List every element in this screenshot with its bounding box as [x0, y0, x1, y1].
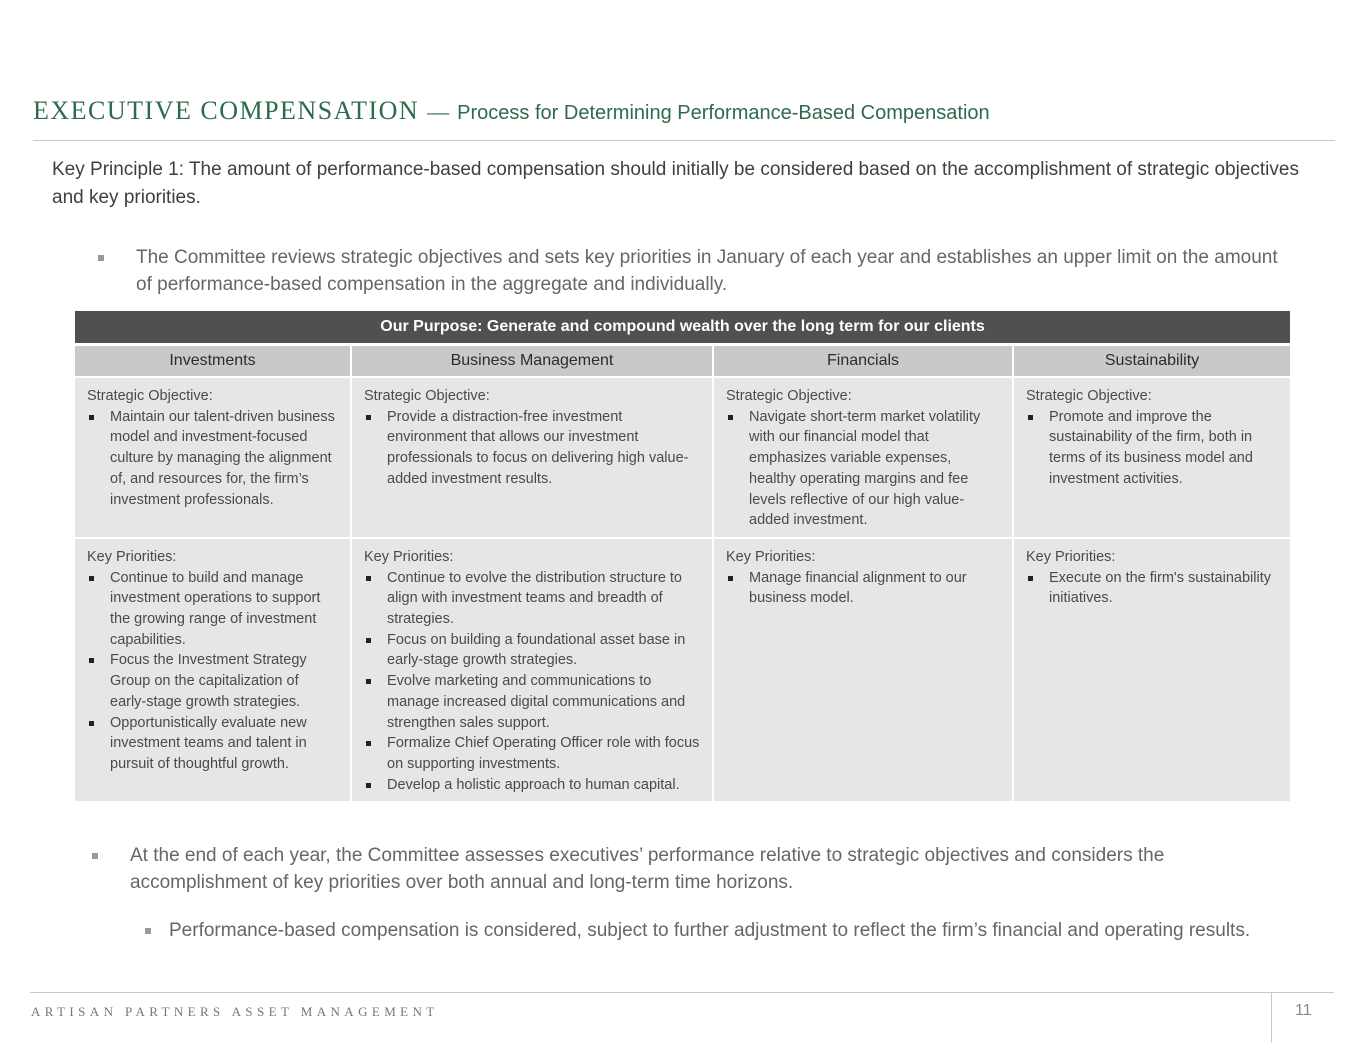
- priorities-label: Key Priorities:: [87, 548, 177, 565]
- objective-cell-investments: [75, 377, 351, 538]
- section-title: EXECUTIVE COMPENSATION: [33, 96, 420, 125]
- column-header-financials: Financials: [713, 345, 1013, 378]
- page-title: [33, 96, 990, 126]
- title-dash: —: [427, 99, 450, 124]
- objective-cell-business-management: [351, 377, 713, 538]
- list-item: Develop a holistic approach to human capital.: [364, 775, 700, 796]
- bullet-square-icon: [92, 853, 98, 859]
- list-item: Promote and improve the sustainability of the firm, both in terms of its business model and investment activities.: [1026, 407, 1278, 490]
- bullet-text: Performance-based compensation is considered, subject to further adjustment to reflect the firm’s financial and operating results.: [169, 920, 1251, 941]
- strategic-objective-row: [75, 377, 1290, 538]
- objective-label: Strategic Objective:: [1026, 388, 1152, 404]
- section-subtitle: Process for Determining Performance-Based Compensation: [457, 102, 990, 124]
- column-header-investments: Investments: [75, 345, 351, 378]
- bullet-square-icon: [98, 255, 104, 261]
- priorities-cell-sustainability: [1013, 538, 1290, 801]
- priorities-label: Key Priorities:: [726, 548, 816, 565]
- list-item: Navigate short-term market volatility with our financial model that emphasizes variable expenses, healthy operating margins and fee levels reflective of our high value-added investment.: [726, 407, 1000, 531]
- priorities-cell-financials: [713, 538, 1013, 801]
- priorities-label: Key Priorities:: [1026, 548, 1116, 565]
- list-item: Opportunistically evaluate new investment teams and talent in pursuit of thoughtful growth.: [87, 713, 338, 775]
- footer-vertical-divider: [1271, 993, 1272, 1043]
- list-item: Focus the Investment Strategy Group on the capitalization of early-stage growth strategies.: [87, 650, 338, 712]
- bullet-committee-assesses: [130, 842, 1260, 896]
- objective-label: Strategic Objective:: [726, 388, 852, 404]
- purpose-banner: Our Purpose: Generate and compound wealth over the long term for our clients: [75, 311, 1290, 345]
- bullet-text: At the end of each year, the Committee assesses executives’ performance relative to strategic objectives and considers the accomplishment of key priorities over both annual and long-term time horizons.: [130, 845, 1165, 893]
- bullet-text: The Committee reviews strategic objectives and sets key priorities in January of each year and establishes an upper limit on the amount of performance-based compensation in the aggregate and individually.: [136, 247, 1278, 295]
- footer-brand: ARTISAN PARTNERS ASSET MANAGEMENT: [31, 1004, 439, 1019]
- page-number: 11: [1295, 1002, 1312, 1019]
- bullet-square-icon: [145, 928, 151, 934]
- objective-label: Strategic Objective:: [87, 388, 213, 404]
- objective-cell-financials: [713, 377, 1013, 538]
- list-item: Maintain our talent-driven business model and investment-focused culture by managing the alignment of, and resources for, the firm’s investment professionals.: [87, 407, 338, 511]
- list-item: Formalize Chief Operating Officer role with focus on supporting investments.: [364, 733, 700, 774]
- list-item: Provide a distraction-free investment environment that allows our investment professionals to focus on delivering high value-added investment results.: [364, 407, 700, 490]
- list-item: Evolve marketing and communications to manage increased digital communications and strengthen sales support.: [364, 671, 700, 733]
- list-item: Focus on building a foundational asset base in early-stage growth strategies.: [364, 630, 700, 671]
- column-header-sustainability: Sustainability: [1013, 345, 1290, 378]
- list-item: Execute on the firm's sustainability initiatives.: [1026, 568, 1278, 609]
- purpose-table: [75, 311, 1290, 801]
- priorities-cell-business-management: [351, 538, 713, 801]
- column-header-business-management: Business Management: [351, 345, 713, 378]
- key-priorities-row: [75, 538, 1290, 801]
- priorities-label: Key Priorities:: [364, 548, 454, 565]
- list-item: Continue to build and manage investment operations to support the growing range of investment capabilities.: [87, 568, 338, 651]
- objective-label: Strategic Objective:: [364, 388, 490, 404]
- header-divider: [33, 140, 1335, 141]
- bullet-performance-compensation: [169, 917, 1349, 944]
- objective-cell-sustainability: [1013, 377, 1290, 538]
- footer-divider: [30, 992, 1334, 993]
- key-principle: Key Principle 1: The amount of performance-based compensation should initially be considered based on the accomplishment of strategic objectives and key priorities.: [52, 159, 1299, 208]
- priorities-cell-investments: [75, 538, 351, 801]
- list-item: Continue to evolve the distribution structure to align with investment teams and breadth of strategies.: [364, 568, 700, 630]
- bullet-committee-reviews: [136, 244, 1296, 298]
- list-item: Manage financial alignment to our business model.: [726, 568, 1000, 609]
